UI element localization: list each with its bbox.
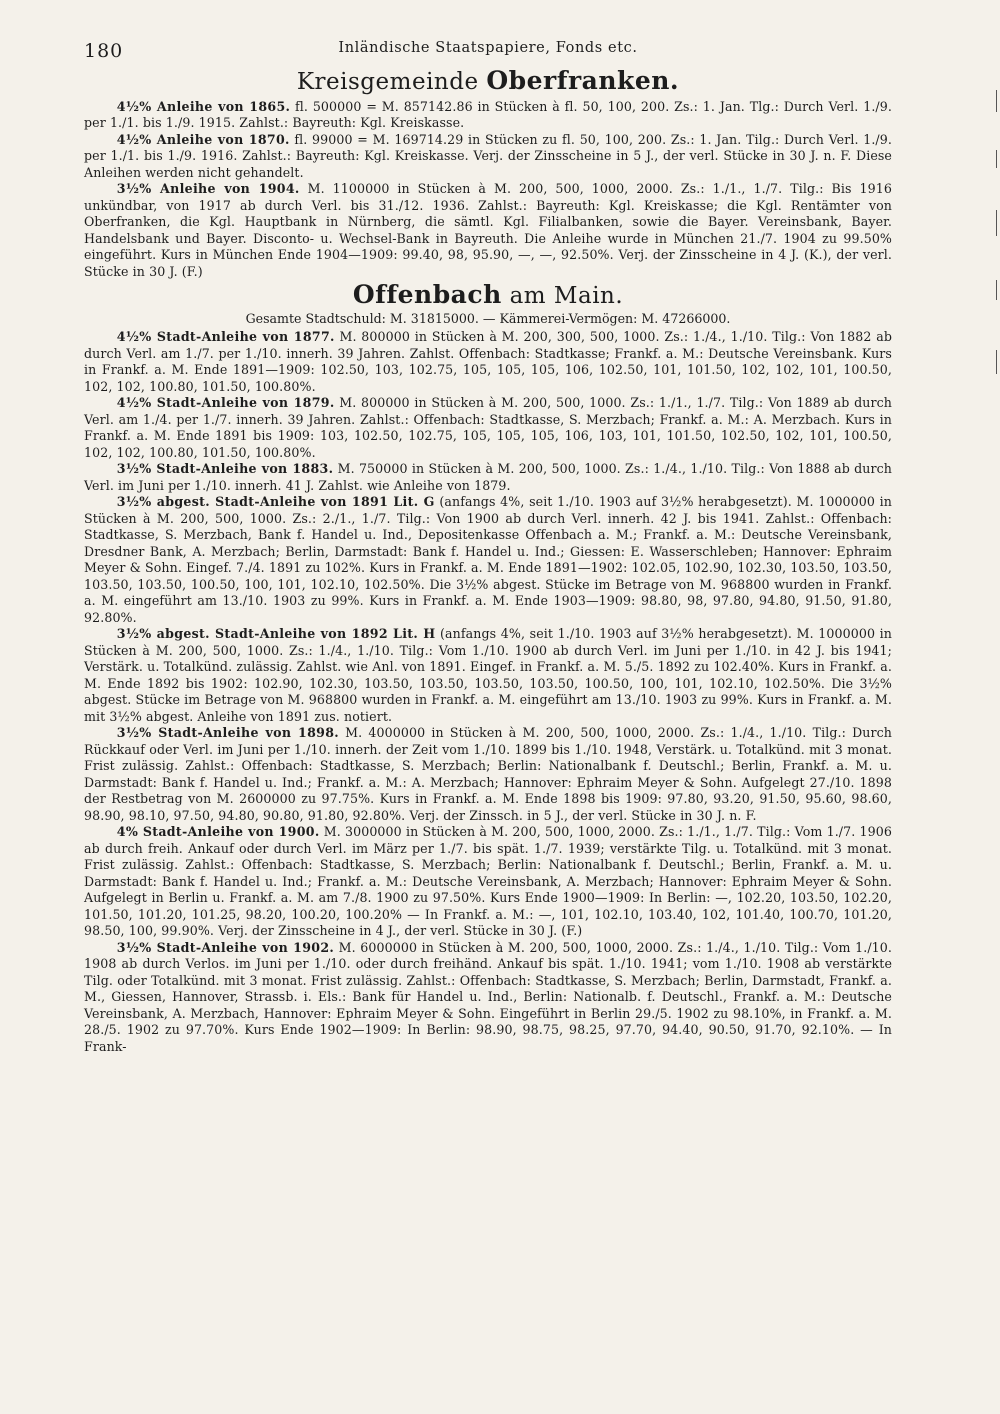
- section-title-bold: Offenbach: [352, 280, 502, 310]
- section-title-bold: Oberfranken.: [486, 66, 680, 95]
- bond-heading: 3½% Stadt-Anleihe von 1883.: [116, 461, 334, 477]
- bond-heading: 4% Stadt-Anleihe von 1900.: [116, 824, 320, 840]
- bond-text: M. 3000000 in Stücken à M. 200, 500, 1000, 2000. Zs.: 1./1., 1./7. Tilg.: Vom 1./7. 1906 ab durch freih. Ankauf oder durch Verl. im März per 1./7. bis spät. 1./7. 1939; verstärkte Tilg. u. Totalkünd. mit 3 monat. Frist zulässig. Zahlst.: Offenbach: Stadtkasse, S. Merzbach; Berlin: Nationalbank f. Deutschl.; Berlin, Frankf. a. M. u. Darmstadt: Bank f. Handel u. Ind.; Frankf. a. M.: Deutsche Vereinsbank, A. Merzbach; Hannover: Ephraim Meyer & Sohn. Aufgelegt in Berlin u. Frankf. a. M. am 7./8. 1900 zu 97.50%. Kurs Ende 1900—1909: In Berlin: —, 102.20, 103.50, 102.20, 101.50, 101.20, 101.25, 98.20, 100.20, 100.20% — In Frankf. a. M.: —, 101, 102.10, 103.40, 102, 101.40, 100.70, 101.20, 98.50, 100, 99.90%. Verj. der Zinsscheine in 4 J., der verl. Stücke in 30 J. (F.): [84, 824, 892, 939]
- bond-heading: 3½% Anleihe von 1904.: [116, 181, 300, 197]
- edge-mark: [996, 90, 997, 112]
- edge-mark: [996, 210, 997, 236]
- bond-entry-1883: [84, 461, 892, 494]
- bond-entry-1865: [84, 99, 892, 132]
- section-title-plain: Kreisgemeinde: [296, 69, 479, 95]
- bond-text: M. 4000000 in Stücken à M. 200, 500, 1000, 2000. Zs.: 1./4., 1./10. Tilg.: Durch Rückkauf oder Verl. im Juni per 1./10. innerh. der Zeit vom 1./10. 1899 bis 1./10. 1948, Verstärk. u. Totalkünd. mit 3 monat. Frist zulässig. Zahlst.: Offenbach: Stadtkasse, S. Merzbach; Berlin: Nationalbank f. Deutschl.; Berlin, Frankf. a. M. u. Darmstadt: Bank f. Handel u. Ind.; Frankf. a. M.: A. Merzbach; Hannover: Ephraim Meyer & Sohn. Aufgelegt 27./10. 1898 der Restbetrag von M. 2600000 zu 97.75%. Kurs in Frankf. a. M. Ende 1898 bis 1909: 97.80, 93.20, 91.50, 95.60, 98.60, 98.90, 98.10, 97.50, 94.80, 90.80, 91.80, 92.80%. Verj. der Zinssch. in 5 J., der verl. Stücke in 30 J. n. F.: [84, 725, 892, 823]
- bond-entry-1870: [84, 132, 892, 182]
- bond-entry-1877: [84, 329, 892, 395]
- bond-heading: 4½% Stadt-Anleihe von 1879.: [116, 395, 335, 411]
- bond-text: M. 800000 in Stücken à M. 200, 500, 1000. Zs.: 1./1., 1./7. Tilg.: Von 1889 ab durch Verl. am 1./4. per 1./7. innerh. 39 Jahren. Zahlst.: Offenbach: Stadtkasse, S. Merzbach; Frankf. a. M.: A. Merzbach. Kurs in Frankf. a. M. Ende 1891 bis 1909: 103, 102.50, 102.75, 105, 105, 105, 106, 103, 101, 101.50, 102.50, 102, 101, 100.50, 102, 102, 100.80, 101.50, 100.80%.: [84, 395, 892, 460]
- section-title-plain: am Main.: [509, 283, 624, 310]
- section-title-offenbach: [84, 280, 892, 311]
- bond-entry-1879: [84, 395, 892, 461]
- section-title-oberfranken: [84, 66, 892, 97]
- bond-text: (anfangs 4%, seit 1./10. 1903 auf 3½% herabgesetzt). M. 1000000 in Stücken à M. 200, 500, 1000. Zs.: 2./1., 1./7. Tilg.: Von 1900 ab durch Verl. innerh. 42 J. bis 1941. Zahlst.: Offenbach: Stadtkasse, S. Merzbach, Bank f. Handel u. Ind., Depositenkasse Offenbach a. M.; Frankf. a. M.: Deutsche Vereinsbank, Dresdner Bank, A. Merzbach; Berlin, Darmstadt: Bank f. Handel u. Ind.; Giessen: E. Wasserschleben; Hannover: Ephraim Meyer & Sohn. Eingef. 7./4. 1891 zu 102%. Kurs in Frankf. a. M. Ende 1891—1902: 102.05, 102.90, 102.30, 103.50, 103.50, 103.50, 103.50, 100.50, 100, 101, 102.10, 102.50%. Die 3½% abgest. Stücke im Betrage von M. 968800 wurden in Frankf. a. M. eingeführt am 13./10. 1903 zu 99%. Kurs in Frankf. a. M. Ende 1903—1909: 98.80, 98, 97.80, 94.80, 91.50, 91.80, 92.80%.: [84, 494, 892, 625]
- bond-entry-1898: [84, 725, 892, 824]
- bond-heading: 3½% Stadt-Anleihe von 1902.: [116, 939, 335, 955]
- bond-text: fl. 500000 = M. 857142.86 in Stücken à fl. 50, 100, 200. Zs.: 1. Jan. Tlg.: Durch Verl. 1./9. per 1./1. bis 1./9. 1915. Zahlst.: Bayreuth: Kgl. Kreiskasse.: [84, 98, 892, 131]
- bond-heading: 3½% Stadt-Anleihe von 1898.: [116, 725, 339, 741]
- bond-text: M. 750000 in Stücken à M. 200, 500, 1000. Zs.: 1./4., 1./10. Tilg.: Von 1888 ab durch Verl. im Juni per 1./10. innerh. 41 J. Zahlst. wie Anleihe von 1879.: [84, 461, 892, 493]
- bond-text: fl. 99000 = M. 169714.29 in Stücken zu fl. 50, 100, 200. Zs.: 1. Jan. Tilg.: Durch Verl. 1./9. per 1./1. bis 1./9. 1916. Zahlst.: Bayreuth: Kgl. Kreiskasse. Verj. der Zinsscheine in 5 J., der verl. Stücke in 30 J. n. F. Diese Anleihen werden nicht gehandelt.: [84, 131, 892, 180]
- book-page: [84, 40, 892, 1055]
- section-subtitle: Gesamte Stadtschuld: M. 31815000. — Kämmerei-Vermögen: M. 47266000.: [245, 310, 731, 326]
- bond-entry-1900: [84, 824, 892, 940]
- bond-entry-1904: [84, 181, 892, 280]
- bond-heading: 3½% abgest. Stadt-Anleihe von 1892 Lit. H: [116, 626, 436, 642]
- section-offenbach-body: [84, 329, 892, 1055]
- bond-text: M. 800000 in Stücken à M. 200, 300, 500, 1000. Zs.: 1./4., 1./10. Tilg.: Von 1882 ab durch Verl. am 1./7. per 1./10. innerh. 39 Jahren. Zahlst. Offenbach: Stadtkasse; Frankf. a. M.: Deutsche Vereinsbank. Kurs in Frankf. a. M. Ende 1891—1909: 102.50, 103, 102.75, 105, 105, 105, 106, 102.50, 101, 101.50, 102, 102, 101, 100.50, 102, 102, 100.80, 101.50, 100.80%.: [84, 329, 892, 394]
- page-number: 180: [84, 40, 124, 62]
- bond-heading: 4½% Anleihe von 1865.: [116, 98, 291, 114]
- edge-mark: [996, 350, 997, 374]
- bond-heading: 4½% Stadt-Anleihe von 1877.: [116, 329, 335, 345]
- bond-text: M. 1100000 in Stücken à M. 200, 500, 1000, 2000. Zs.: 1./1., 1./7. Tilg.: Bis 1916 unkündbar, von 1917 ab durch Verl. bis 31./12. 1936. Zahlst.: Bayreuth: Kgl. Kreiskasse; die Kgl. Rentämter von Oberfranken, die Kgl. Hauptbank in Nürnberg, die sämtl. Kgl. Filialbanken, sowie die Bayer. Vereinsbank, Bayer. Handelsbank und Bayer. Disconto- u. Wechsel-Bank in Bayreuth. Die Anleihe wurde in München 21./7. 1904 zu 99.50% eingeführt. Kurs in München Ende 1904—1909: 99.40, 98, 95.90, —, —, 92.50%. Verj. der Zinsscheine in 4 J. (K.), der verl. Stücke in 30 J. (F.): [84, 181, 892, 279]
- edge-mark: [996, 150, 997, 168]
- bond-heading: 4½% Anleihe von 1870.: [116, 131, 290, 147]
- section-oberfranken-body: [84, 99, 892, 281]
- page-edge-marks: [990, 80, 1000, 410]
- running-title: Inländische Staatspapiere, Fonds etc.: [338, 40, 638, 56]
- bond-entry-1891-lit-g: [84, 494, 892, 626]
- bond-heading: 3½% abgest. Stadt-Anleihe von 1891 Lit. G: [116, 494, 435, 510]
- bond-text: (anfangs 4%, seit 1./10. 1903 auf 3½% herabgesetzt). M. 1000000 in Stücken à M. 200, 500, 1000. Zs.: 1./4., 1./10. Tilg.: Vom 1./10. 1900 ab durch Verl. im Juni per 1./10. in 42 J. bis 1941; Verstärk. u. Totalkünd. zulässig. Zahlst. wie Anl. von 1891. Eingef. in Frankf. a. M. 5./5. 1892 zu 102.40%. Kurs in Frankf. a. M. Ende 1892 bis 1902: 102.90, 102.30, 103.50, 103.50, 103.50, 103.50, 100.50, 100, 101, 102.10, 102.50%. Die 3½% abgest. Stücke im Betrage von M. 968800 wurden in Frankf. a. M. eingeführt am 13./10. 1903 zu 99%. Kurs in Frankf. a. M. mit 3½% abgest. Anleihe von 1891 zus. notiert.: [84, 626, 892, 724]
- edge-mark: [996, 280, 997, 300]
- bond-entry-1902: [84, 940, 892, 1056]
- bond-entry-1892-lit-h: [84, 626, 892, 725]
- bond-text: M. 6000000 in Stücken à M. 200, 500, 1000, 2000. Zs.: 1./4., 1./10. Tilg.: Vom 1./10. 1908 ab durch Verlos. im Juni per 1./10. oder durch freihänd. Ankauf bis spät. 1./10. 1941; vom 1./10. 1908 ab verstärkte Tilg. oder Totalkünd. mit 3 monat. Frist zulässig. Zahlst.: Offenbach: Stadtkasse, S. Merzbach; Berlin, Darmstadt, Frankf. a. M., Giessen, Hannover, Strassb. i. Els.: Bank für Handel u. Ind., Berlin: Nationalb. f. Deutschl., Frankf. a. M.: Deutsche Vereinsbank, A. Merzbach, Hannover: Ephraim Meyer & Sohn. Eingeführt in Berlin 29./5. 1902 zu 98.10%, in Frankf. a. M. 28./5. 1902 zu 97.70%. Kurs Ende 1902—1909: In Berlin: 98.90, 98.75, 98.25, 97.70, 94.40, 90.50, 91.70, 92.10%. — In Frank-: [84, 939, 892, 1054]
- running-head: [84, 40, 892, 66]
